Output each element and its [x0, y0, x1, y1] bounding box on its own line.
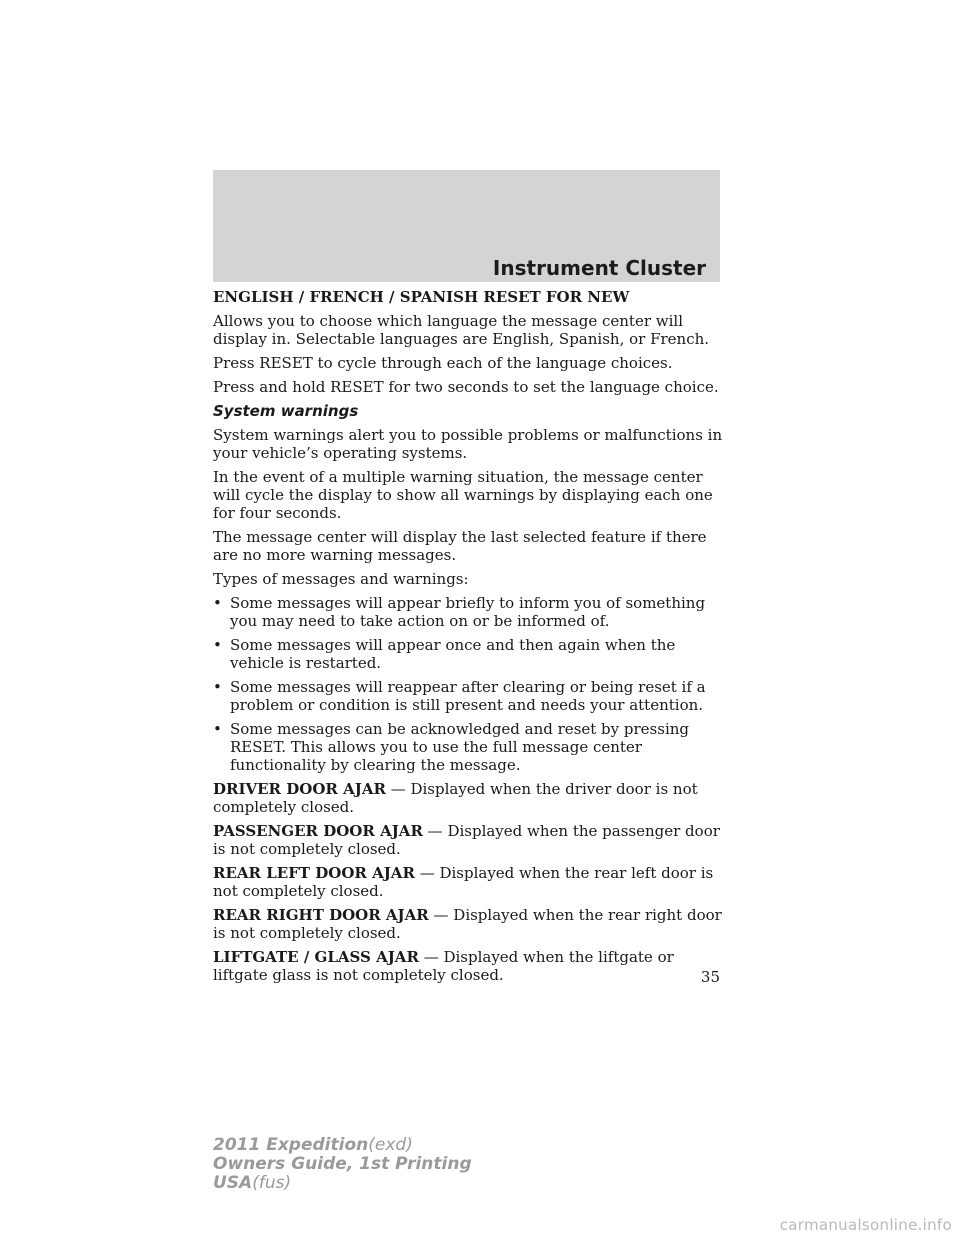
bullet-icon: • — [213, 636, 222, 654]
paragraph: Types of messages and warnings: — [213, 570, 469, 588]
definition-description: — Displayed when the rear left door is not completely closed. — [213, 864, 714, 900]
bullet-icon: • — [213, 594, 222, 612]
section-header-band — [213, 170, 720, 282]
list-item — [213, 594, 723, 630]
list-item — [213, 720, 723, 774]
paragraph: In the event of a multiple warning situation, the message center will cycle the display to show all warnings by displaying each one for four seconds. — [213, 468, 713, 522]
list-item-text: Some messages will reappear after clearing or being reset if a problem or condition is still present and needs your attention. — [230, 678, 706, 714]
paragraph: Press and hold RESET for two seconds to set the language choice. — [213, 378, 719, 396]
list-item-text: Some messages will appear once and then again when the vehicle is restarted. — [230, 636, 676, 672]
page-content — [213, 288, 723, 990]
section-title: Instrument Cluster — [492, 256, 706, 280]
system-warnings-heading: System warnings — [213, 402, 359, 420]
definition-liftgate — [213, 948, 723, 984]
footer-market: USA — [213, 1173, 253, 1193]
bullet-icon: • — [213, 678, 222, 696]
definition-driver-door — [213, 780, 723, 816]
definition-term: REAR LEFT DOOR AJAR — [213, 864, 415, 882]
list-item — [213, 678, 723, 714]
definition-term: PASSENGER DOOR AJAR — [213, 822, 423, 840]
definition-term: DRIVER DOOR AJAR — [213, 780, 386, 798]
definition-passenger-door — [213, 822, 723, 858]
paragraph: System warnings alert you to possible problems or malfunctions in your vehicle’s operating systems. — [213, 426, 723, 462]
footer-model: 2011 Expedition — [213, 1135, 369, 1155]
footer-model-code: (exd) — [368, 1135, 413, 1155]
footer-market-code: (fus) — [252, 1173, 292, 1193]
definition-term: REAR RIGHT DOOR AJAR — [213, 906, 429, 924]
print-footer — [213, 1136, 472, 1193]
paragraph: Press RESET to cycle through each of the language choices. — [213, 354, 673, 372]
footer-line-market — [213, 1174, 472, 1193]
paragraph: Allows you to choose which language the message center will display in. Selectable languages are English, Spanish, or French. — [213, 312, 710, 348]
definition-term: LIFTGATE / GLASS AJAR — [213, 948, 419, 966]
page-number: 35 — [700, 968, 720, 986]
definition-description: — Displayed when the liftgate or liftgate glass is not completely closed. — [213, 948, 674, 984]
definition-rear-left-door — [213, 864, 723, 900]
footer-printing: Owners Guide, 1st Printing — [213, 1154, 472, 1174]
definition-description: — Displayed when the passenger door is not completely closed. — [213, 822, 720, 858]
watermark-link[interactable]: carmanualsonline.info — [779, 1216, 952, 1234]
bullet-icon: • — [213, 720, 222, 738]
definition-description: — Displayed when the rear right door is not completely closed. — [213, 906, 722, 942]
footer-line-model — [213, 1136, 472, 1155]
definition-rear-right-door — [213, 906, 723, 942]
definition-description: — Displayed when the driver door is not completely closed. — [213, 780, 698, 816]
paragraph: The message center will display the last selected feature if there are no more warning messages. — [213, 528, 707, 564]
list-item — [213, 636, 723, 672]
language-reset-heading: ENGLISH / FRENCH / SPANISH RESET FOR NEW — [213, 288, 630, 306]
list-item-text: Some messages will appear briefly to inform you of something you may need to take action on or be informed of. — [230, 594, 706, 630]
message-types-list — [213, 594, 723, 774]
list-item-text: Some messages can be acknowledged and reset by pressing RESET. This allows you to use the full message center functionality by clearing the message. — [230, 720, 690, 774]
